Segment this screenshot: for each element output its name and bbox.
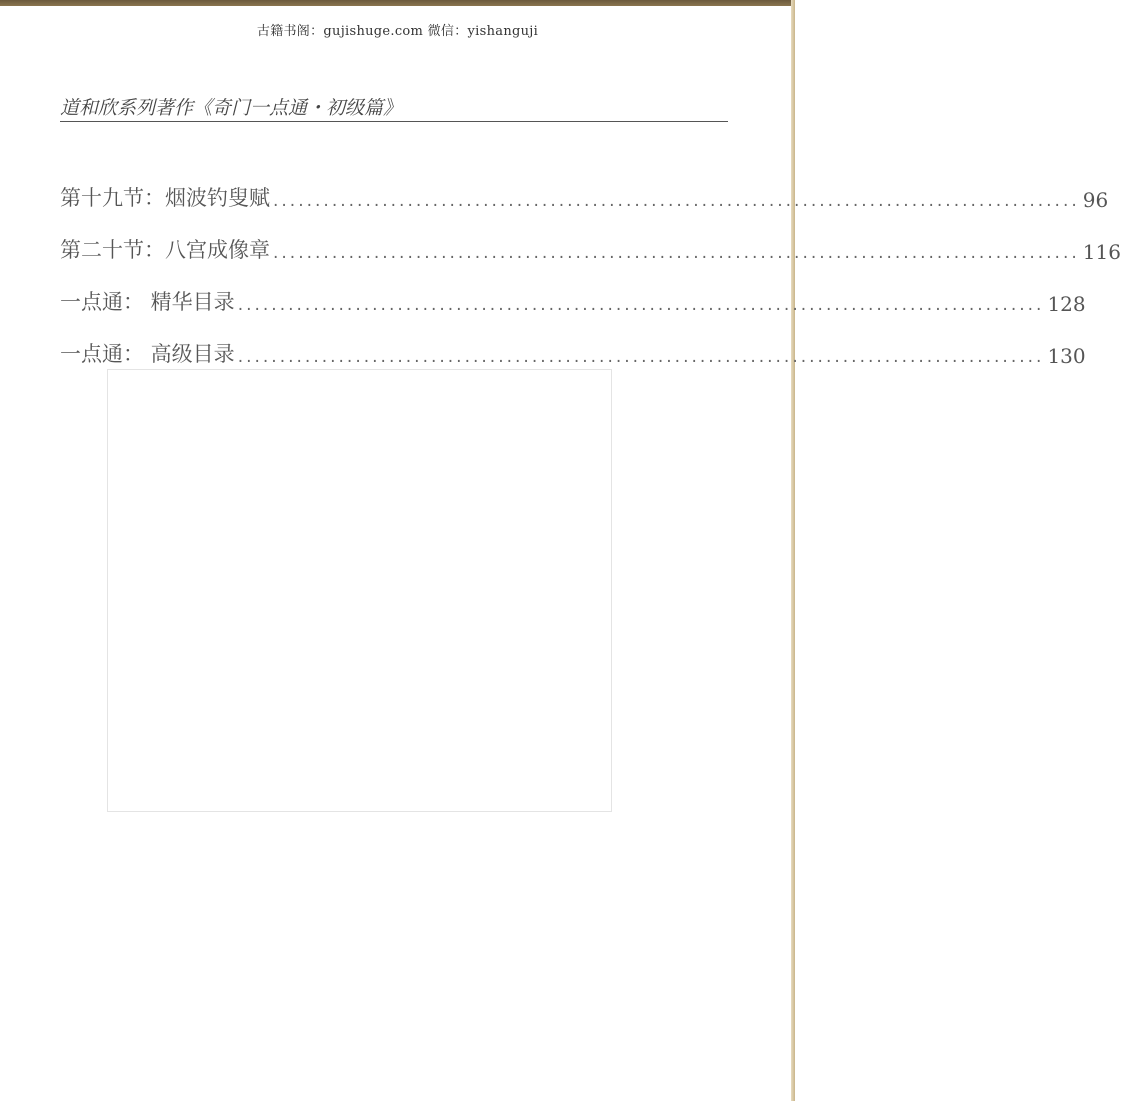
- toc-entry[interactable]: [60, 316, 1086, 368]
- toc-dot-leader: ................................................................................................: [237, 295, 1045, 315]
- toc-page-number: 130: [1047, 344, 1086, 368]
- blank-pasted-area: [107, 369, 612, 812]
- toc-page-number: 116: [1082, 240, 1121, 264]
- toc-entry-title: 第二十节：八宫成像章: [60, 238, 270, 262]
- top-border-strip: [0, 0, 795, 6]
- toc-entry[interactable]: [60, 212, 1121, 264]
- running-header: [60, 97, 728, 122]
- right-page-edge: [791, 0, 795, 1101]
- table-of-contents: [60, 160, 1121, 368]
- toc-dot-leader: ................................................................................................: [273, 191, 1080, 211]
- toc-dot-leader: ................................................................................................: [237, 347, 1045, 367]
- toc-entry-title: 一点通： 高级目录: [60, 342, 235, 366]
- running-header-title: 道和欣系列著作《奇门一点通・初级篇》: [60, 97, 403, 119]
- toc-entry[interactable]: [60, 160, 1109, 212]
- toc-entry[interactable]: [60, 264, 1086, 316]
- toc-dot-leader: ................................................................................................: [273, 243, 1080, 263]
- toc-entry-title: 第十九节：烟波钓叟赋: [60, 186, 270, 210]
- toc-page-number: 128: [1047, 292, 1086, 316]
- watermark-text: 古籍书阁：gujishuge.com 微信：yishanguji: [256, 24, 539, 39]
- toc-entry-title: 一点通： 精华目录: [60, 290, 235, 314]
- toc-page-number: 96: [1082, 188, 1109, 212]
